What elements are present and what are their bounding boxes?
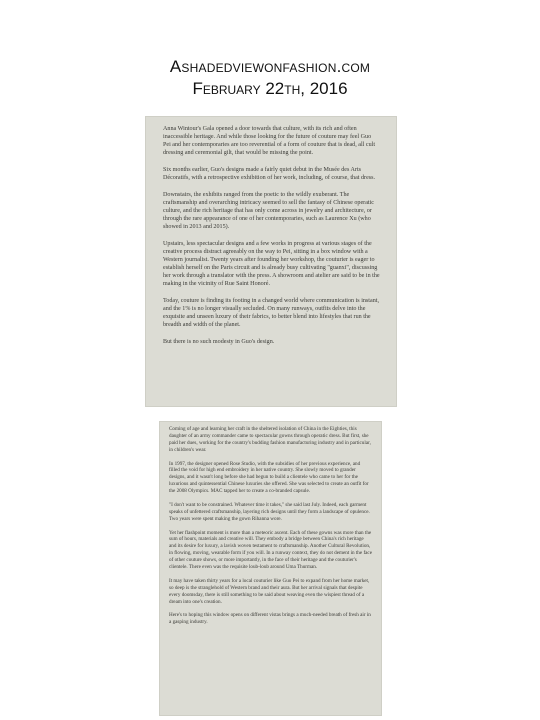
paragraph: Six months earlier, Guo's designs made a fairly quiet debut in the Musée des Arts Décoratifs, with a retrospective exhibition of her work, including, of course, that dress.: [163, 166, 376, 182]
paragraph: It may have taken thirty years for a local couturier like Guo Pei to expand from her home market, so deep is the stranglehold of Western brand and their aura. But her arrival signals that despite every doomsday, there is still something to be said about weaving even the wispiest thread of a dream into one's creation.: [169, 577, 370, 605]
paragraph: Yet her flashpoint moment is more than a meteoric ascent. Each of these gowns was more than the sum of hours, materials and creative will. They embody a bridge between China's rich heritage and its desire for luxury, a lavish woven testament to craftsmanship. Another Cultural Revolution, in flowing, moving, wearable form if you will. In a runway context, they do not dement in the face of other couture shows, or more importantly, in the face of their heritage and the couturier's clientele. There even was the requisite loub-loub around Uma Thurman.: [169, 529, 372, 571]
paragraph: Downstairs, the exhibits ranged from the poetic to the wildly exuberant. The craftsmanship and overarching intricacy seemed to sell the fantasy of Chinese operatic culture, and the rich heritage that has only come across in jewelry and architecture, or through the rare appearance of one of her contemporaries, such as Laurence Xu (who showed in 2013 and 2015).: [163, 191, 375, 231]
paragraph: Anna Wintour's Gala opened a door towards that culture, with its rich and often inaccessible heritage. And while those looking for the future of couture may feel Guo Pei and her contemporaries are too reverential of a form of couture that is dead, all cult dressing and ceremonial gilt, that would be missing the point.: [163, 126, 376, 157]
paragraph: Upstairs, less spectacular designs and a few works in progress at various stages of the creative process distract agreeably on the way to Pei, sitting in a box window with a Western journalist. Twenty years after founding her workshop, the couturier is eager to establish herself on the Paris circuit and is already busy cultivating "guanxi", discussing her work through a translator with the press. A showroom and atelier are said to be in the making in the vicinity of Rue Saint Honoré.: [163, 240, 380, 288]
paragraph: In 1997, the designer opened Rose Studio, with the subsidies of her previous experience, and filled the void for high end embroidery in her native country. She slowly moved to grander designs, and it wasn't long before she had begun to build a clientele who came to her for the luxurious and quintessential Chinese luxuries she offered. She was selected to create an outfit for the 2008 Olympics. MAC tapped her to create a co-branded capsule.: [169, 460, 369, 495]
paragraph: "I don't want to be constrained. Whatever time it takes," she said last July. Indeed, each garment speaks of unfettered craftsmanship, layering rich designs until they form a landscape of opulence. Two years were spent making the gown Rihanna wore.: [169, 501, 370, 522]
paragraph: But there is no such modesty in Guo's design.: [163, 338, 275, 345]
article-clipping-top: [146, 117, 396, 406]
paragraph: Today, couture is finding its footing in a changed world where communication is instant, and the 1% is no longer visually secluded. On many runways, outfits delve into the exquisite and unseen luxury of their fabrics, to better blend into lifestyles that run the breadth and width of the planet.: [163, 297, 379, 329]
article-clipping-bottom: [160, 422, 381, 715]
paragraph: Coming of age and learning her craft in the sheltered isolation of China in the Eighties, this daughter of an army commander came to spectacular gowns through operatic dress. But first, she paid her dues, working for the country's budding fashion manufacturing industry and in particular, in children's wear.: [169, 426, 371, 453]
post-date: February 22th, 2016: [192, 79, 348, 98]
site-name: Ashadedviewonfashion.com: [169, 57, 371, 76]
paragraph: Here's to hoping this window opens on different vistas brings a much-needed breath of fresh air in a gasping industry.: [169, 612, 371, 626]
page-header: [0, 57, 540, 99]
